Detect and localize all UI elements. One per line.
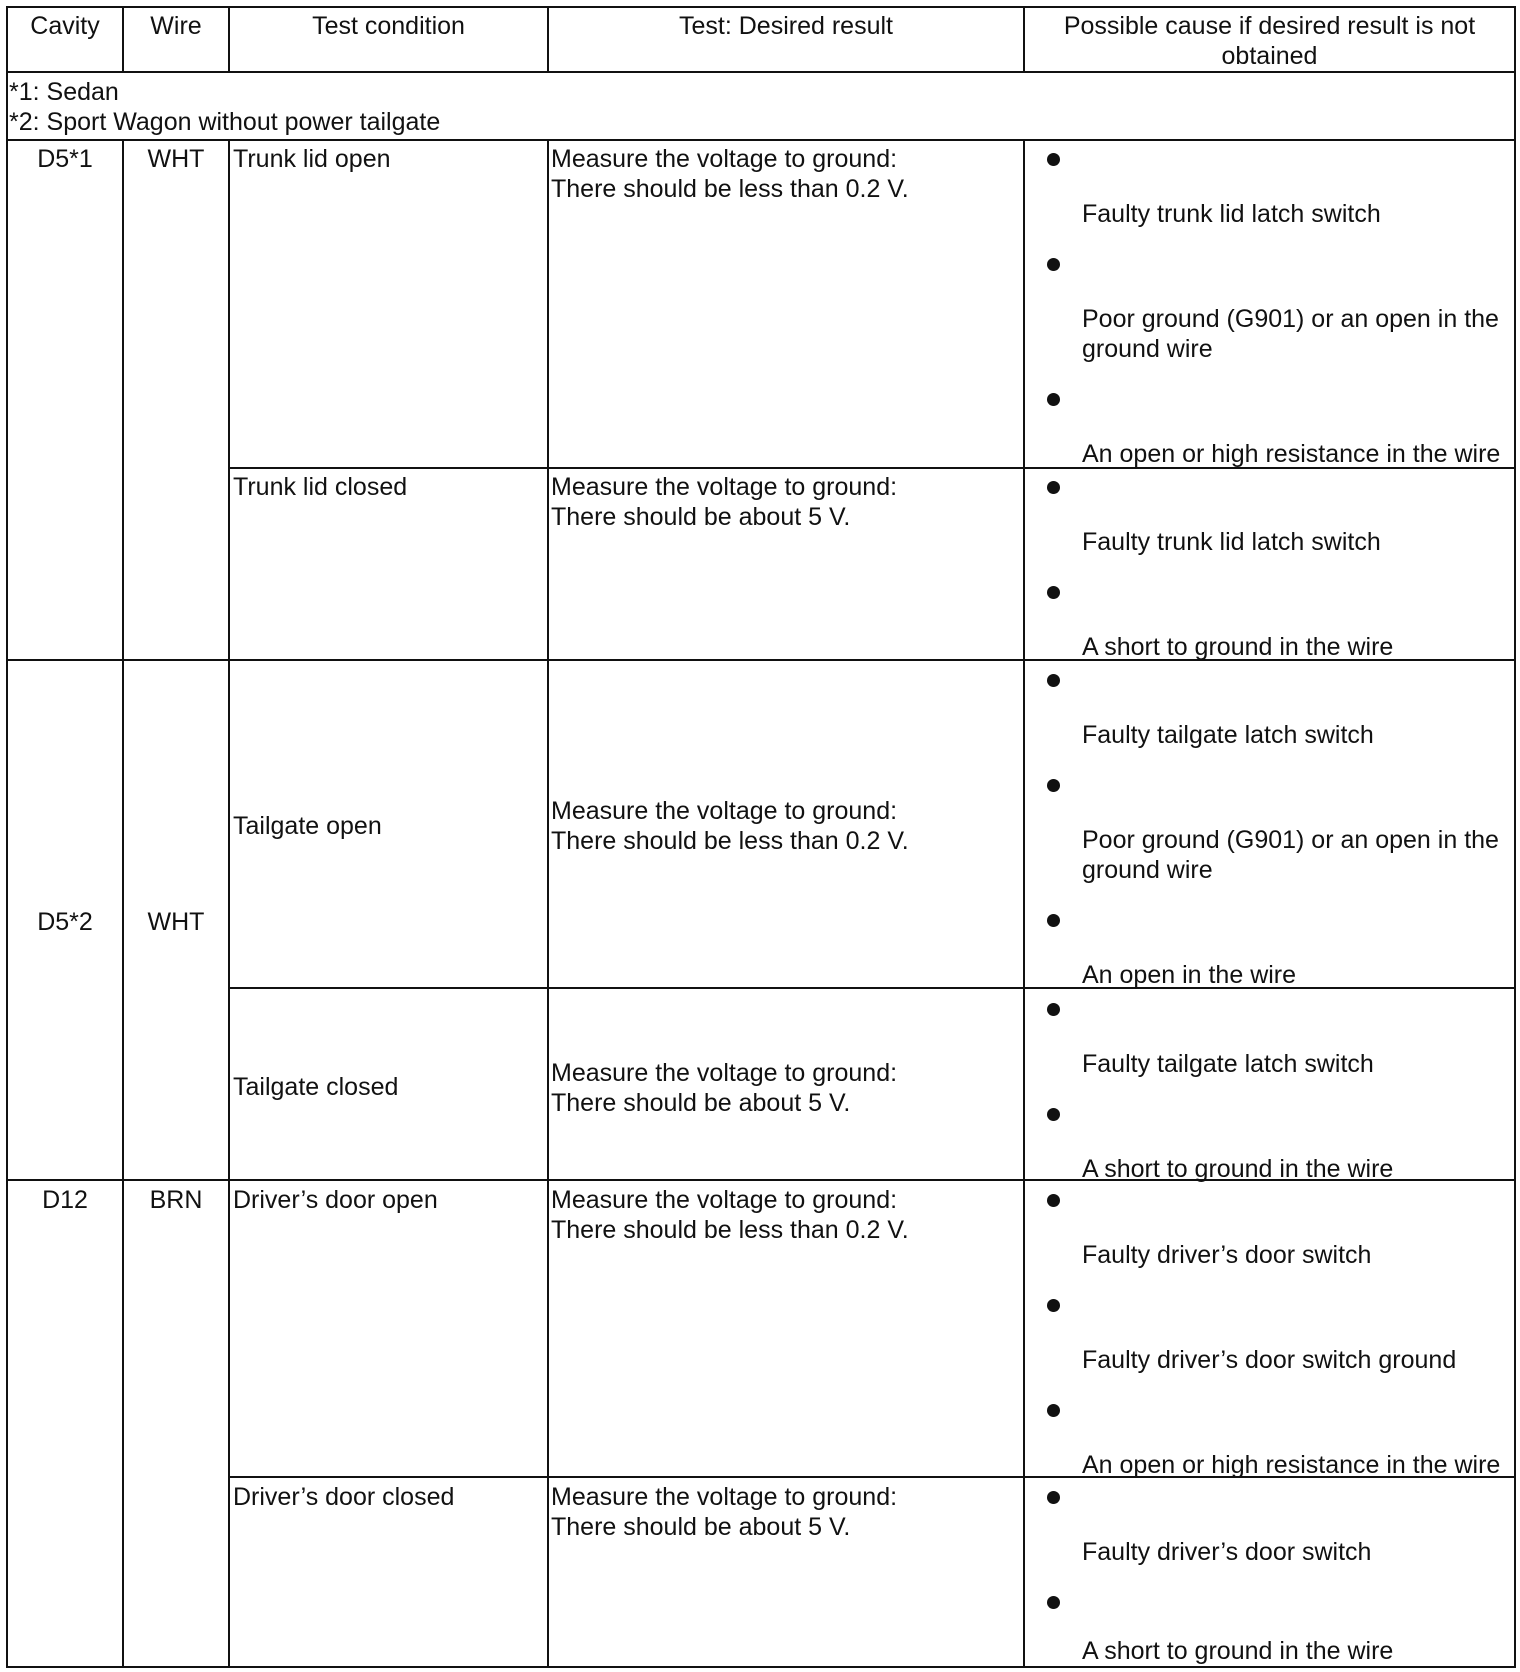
cavity-d5-2: D5*2 (37, 908, 93, 936)
bullet-icon (1047, 1404, 1060, 1417)
condition-tailgate-closed: Tailgate closed (233, 1073, 399, 1101)
bullet-icon (1047, 481, 1060, 494)
cause-item: Faulty driver’s door switch ground (1082, 1346, 1457, 1374)
bullet-icon (1047, 1108, 1060, 1121)
rule-col-4b (1023, 139, 1025, 1668)
result-line: There should be less than 0.2 V. (551, 827, 909, 855)
cause-item: An open in the wire (1082, 961, 1297, 989)
condition-drivers-door-open: Driver’s door open (233, 1186, 438, 1214)
wire-d5-2: WHT (147, 908, 205, 936)
result-line: Measure the voltage to ground: (551, 797, 898, 825)
header-desired-result: Test: Desired result (679, 12, 893, 40)
rule-col-2b (228, 139, 230, 1668)
note-sport-wagon: *2: Sport Wagon without power tailgate (9, 108, 441, 136)
result-line: There should be about 5 V. (551, 1513, 851, 1541)
result-line: There should be less than 0.2 V. (551, 175, 909, 203)
result-line: There should be about 5 V. (551, 1089, 851, 1117)
rule-notes-bottom (6, 139, 1516, 141)
condition-drivers-door-closed: Driver’s door closed (233, 1483, 455, 1511)
cause-item: An open or high resistance in the wire (1082, 440, 1501, 468)
cause-item: An open or high resistance in the wire (1082, 1451, 1501, 1479)
header-cavity: Cavity (30, 12, 100, 40)
bullet-icon (1047, 1299, 1060, 1312)
result-line: Measure the voltage to ground: (551, 1483, 898, 1511)
bullet-icon (1047, 1003, 1060, 1016)
wire-d5-1: WHT (147, 145, 205, 173)
rule-right (1514, 6, 1516, 1668)
bullet-icon (1047, 393, 1060, 406)
result-line: Measure the voltage to ground: (551, 1059, 898, 1087)
result-line: Measure the voltage to ground: (551, 1186, 898, 1214)
cavity-d5-1: D5*1 (37, 145, 93, 173)
bullet-icon (1047, 914, 1060, 927)
condition-tailgate-open: Tailgate open (233, 812, 382, 840)
header-test-condition: Test condition (312, 12, 465, 40)
cause-item: Faulty trunk lid latch switch (1082, 528, 1381, 556)
rule-top (6, 6, 1516, 8)
rule-header-bottom (6, 71, 1516, 73)
cause-item: A short to ground in the wire (1082, 1155, 1394, 1183)
rule-row-3-4 (229, 987, 1516, 989)
rule-left (6, 6, 8, 1668)
cause-item: Faulty driver’s door switch (1082, 1241, 1372, 1269)
bullet-icon (1047, 674, 1060, 687)
header-possible-cause: Possible cause if desired result is not (1063, 12, 1476, 40)
bullet-icon (1047, 153, 1060, 166)
rule-col-3b (547, 139, 549, 1668)
cause-item-cont: ground wire (1082, 856, 1213, 884)
rule-bottom (6, 1666, 1516, 1668)
cavity-d12: D12 (42, 1186, 88, 1214)
cause-item: A short to ground in the wire (1082, 1637, 1394, 1665)
result-line: Measure the voltage to ground: (551, 145, 898, 173)
bullet-icon (1047, 586, 1060, 599)
result-line: There should be less than 0.2 V. (551, 1216, 909, 1244)
condition-trunk-lid-open: Trunk lid open (233, 145, 391, 173)
cause-item: Poor ground (G901) or an open in the (1082, 826, 1499, 854)
cause-item-cont: ground wire (1082, 335, 1213, 363)
bullet-icon (1047, 258, 1060, 271)
header-wire: Wire (150, 12, 202, 40)
cause-item: Poor ground (G901) or an open in the (1082, 305, 1499, 333)
bullet-icon (1047, 1194, 1060, 1207)
wire-d12: BRN (149, 1186, 203, 1214)
condition-trunk-lid-closed: Trunk lid closed (233, 473, 408, 501)
bullet-icon (1047, 779, 1060, 792)
cause-item: Faulty tailgate latch switch (1082, 1050, 1374, 1078)
bullet-icon (1047, 1596, 1060, 1609)
rule-col-1b (122, 139, 124, 1668)
header-possible-cause-cont: obtained (1221, 42, 1318, 70)
bullet-icon (1047, 1491, 1060, 1504)
cause-item: Faulty driver’s door switch (1082, 1538, 1372, 1566)
cause-item: A short to ground in the wire (1082, 633, 1394, 661)
result-line: Measure the voltage to ground: (551, 473, 898, 501)
note-sedan: *1: Sedan (9, 78, 119, 106)
result-line: There should be about 5 V. (551, 503, 851, 531)
cause-item: Faulty trunk lid latch switch (1082, 200, 1381, 228)
cause-item: Faulty tailgate latch switch (1082, 721, 1374, 749)
